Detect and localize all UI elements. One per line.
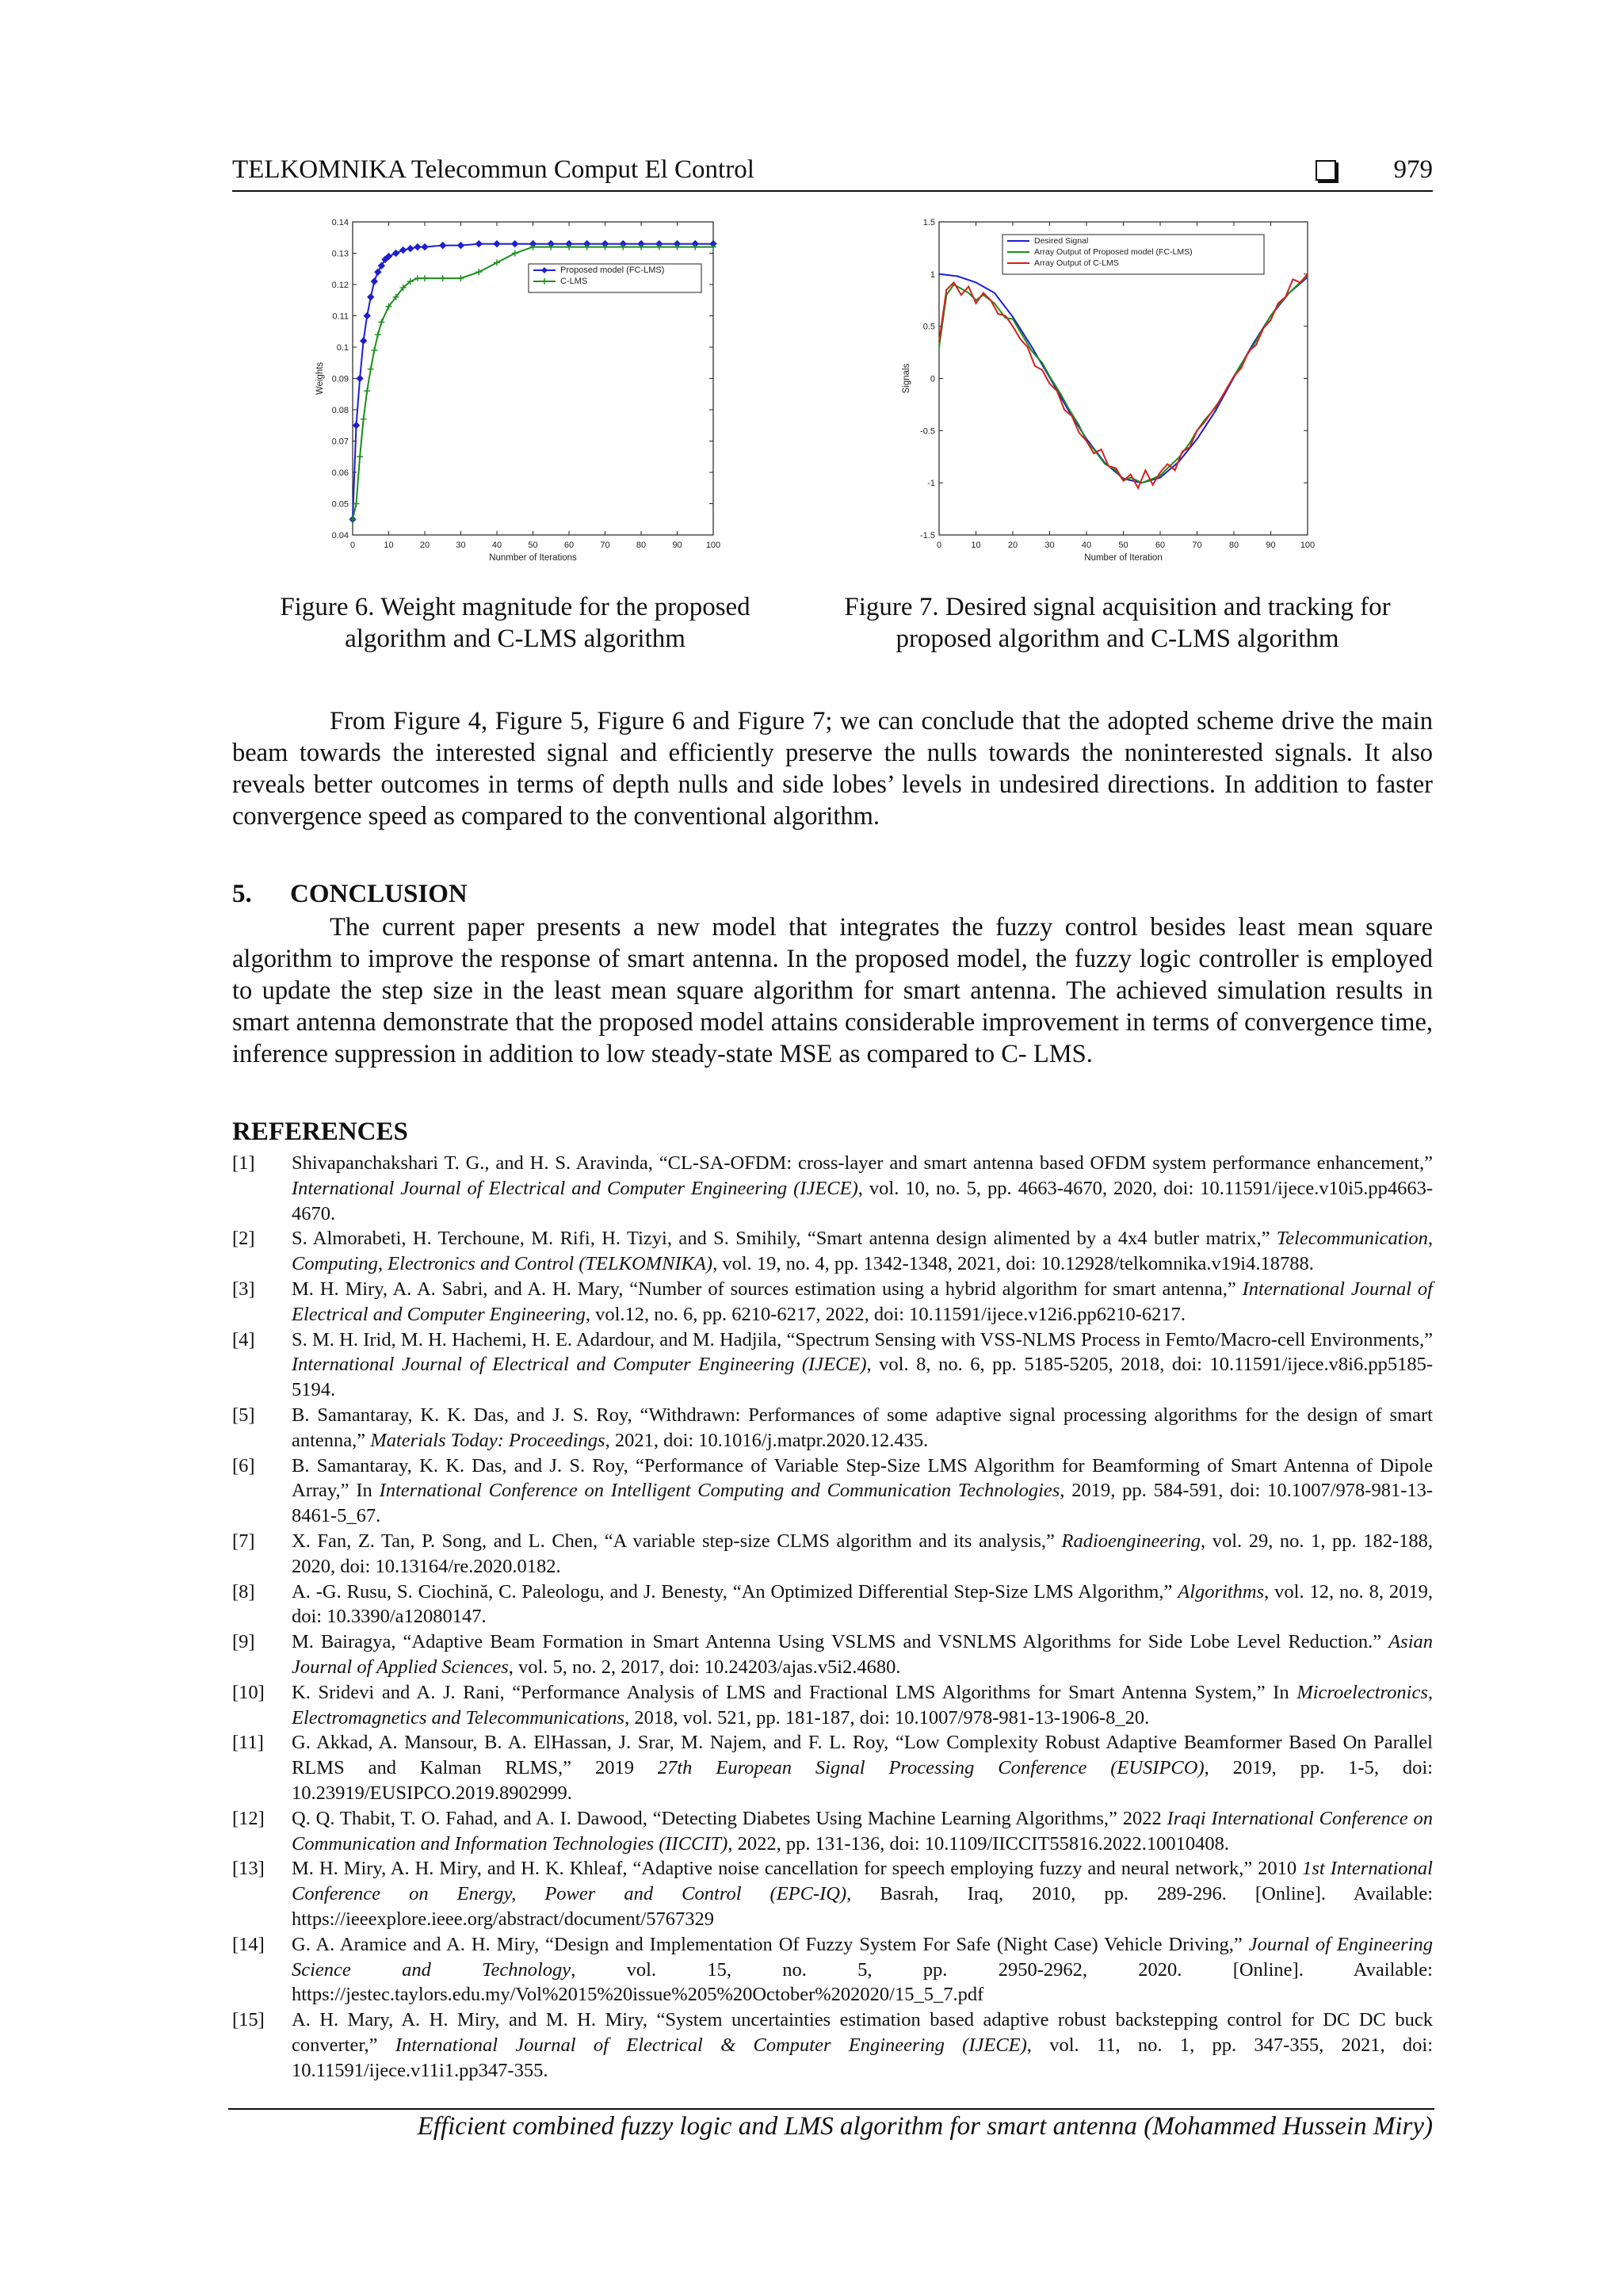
reference-authors-title: G. Akkad, A. Mansour, B. A. ElHassan, J. Srar, M. Najem, and F. L. Roy, “Low Complexity Robust Adaptive Beamformer Based On Parallel RLMS and Kalman RLMS,” 2019	[292, 1732, 1433, 1779]
x-axis-label: Number of Iteration	[1084, 553, 1163, 563]
y-tick-label: 0.06	[331, 468, 349, 478]
y-tick-label: 0.09	[331, 374, 349, 384]
reference-number: [2]	[232, 1228, 255, 1250]
y-tick-label: 1	[930, 269, 935, 280]
reference-details: , vol. 11, no. 1, pp. 347-355, 2021, doi: 10.11591/ijece.v11i1.pp347-355.	[292, 2034, 1434, 2081]
reference-number: [15]	[232, 2009, 265, 2031]
reference-venue: Algorithms	[1178, 1580, 1265, 1603]
y-tick-label: 0.05	[331, 499, 349, 510]
legend-label: Array Output of C-LMS	[1034, 258, 1119, 268]
reference-authors-title: M. Bairagya, “Adaptive Beam Formation in Smart Antenna Using VSLMS and VSNLMS Algorithms for Side Lobe Level Reduction.”	[292, 1631, 1389, 1653]
caption-line: proposed algorithm and C-LMS algorithm	[896, 625, 1339, 653]
x-tick-label: 60	[1155, 541, 1166, 550]
conclusion-paragraph: The current paper presents a new model that integrates the fuzzy control besides least mean square algorithm to improve the response of smart antenna. In the proposed model, the fuzzy logic controller is employed to update the step size in the least mean square algorithm for smart antenna. The achieved simulation results in smart antenna demonstrate that the proposed model attains considerable improvement in terms of convergence time, inference suppression in addition to low steady-state MSE as compared to C- LMS.	[232, 913, 1433, 1068]
reference-details: , 2021, doi: 10.1016/j.matpr.2020.12.435.	[605, 1429, 929, 1451]
y-tick-label: 0.11	[332, 311, 349, 322]
reference-authors-title: B. Samantaray, K. K. Das, and J. S. Roy, “Performance of Variable Step-Size LMS Algorithm for Beamforming of Smart Antenna of Dipole Array,” In	[292, 1454, 1433, 1502]
figure-6-chart	[313, 212, 725, 573]
reference-authors-title: Shivapanchakshari T. G., and H. S. Aravinda, “CL-SA-OFDM: cross-layer and smart antenna based OFDM system performance enhancement,”	[292, 1152, 1433, 1174]
x-tick-label: 90	[672, 541, 682, 550]
caption-line: algorithm and C-LMS algorithm	[345, 625, 685, 653]
reference-item	[232, 2008, 1433, 2083]
y-tick-label: 0.04	[331, 531, 349, 541]
figure-7-chart	[899, 212, 1331, 573]
reference-number: [9]	[232, 1631, 255, 1653]
reference-number: [6]	[232, 1454, 255, 1477]
reference-details: Basrah, Iraq, 2010, pp. 289-296. [Online]. Available: https://ieeexplore.ieee.org/abstract/document/5767329	[292, 1883, 1433, 1930]
x-tick-label: 30	[1044, 541, 1055, 550]
reference-details: , 2019, pp. 1-5, doi: 10.23919/EUSIPCO.2019.8902999.	[292, 1757, 1433, 1804]
reference-authors-title: B. Samantaray, K. K. Das, and J. S. Roy, “Withdrawn: Performances of some adaptive signal processing algorithms for the design of smart antenna,”	[292, 1404, 1433, 1451]
y-tick-label: 0.08	[331, 406, 349, 415]
reference-authors-title: K. Sridevi and A. J. Rani, “Performance Analysis of LMS and Fractional LMS Algorithms for Smart Antenna System,” In	[292, 1681, 1297, 1703]
reference-item	[232, 1403, 1433, 1454]
reference-item	[232, 1151, 1433, 1226]
reference-venue: International Journal of Electrical and Computer Engineering	[292, 1278, 1433, 1325]
x-tick-label: 70	[600, 541, 610, 550]
x-tick-label: 10	[384, 541, 394, 550]
y-tick-label: 0.5	[922, 322, 935, 332]
reference-authors-title: M. H. Miry, A. A. Sabri, and A. H. Mary, “Number of sources estimation using a hybrid algorithm for smart antenna,”	[292, 1278, 1243, 1300]
reference-item	[232, 1856, 1433, 1931]
reference-item	[232, 1226, 1433, 1277]
reference-details: , 2018, vol. 521, pp. 181-187, doi: 10.1007/978-981-13-1906-8_20.	[624, 1706, 1150, 1729]
reference-number: [4]	[232, 1328, 255, 1350]
reference-authors-title: X. Fan, Z. Tan, P. Song, and L. Chen, “A variable step-size CLMS algorithm and its analysis,”	[292, 1530, 1062, 1552]
reference-item	[232, 1277, 1433, 1328]
y-tick-label: -1.5	[920, 531, 935, 541]
reference-authors-title: S. Almorabeti, H. Terchoune, M. Rifi, H. Tizyi, and S. Smihily, “Smart antenna design alimented by a 4x4 butler matrix,”	[292, 1228, 1277, 1250]
reference-venue: International Journal of Electrical and Computer Engineering (IJECE)	[292, 1354, 867, 1376]
caption-line: Figure 7. Desired signal acquisition and tracking for	[844, 593, 1391, 621]
reference-authors-title: S. M. H. Irid, M. H. Hachemi, H. E. Adardour, and M. Hadjila, “Spectrum Sensing with VSS-NLMS Process in Femto/Macro-cell Environments,”	[292, 1328, 1433, 1350]
reference-venue: International Journal of Electrical & Computer Engineering (IJECE)	[395, 2034, 1027, 2056]
reference-item	[232, 1730, 1433, 1805]
footer-rule	[228, 2108, 1434, 2110]
y-tick-label: -0.5	[920, 426, 935, 437]
reference-details: , vol.12, no. 6, pp. 6210-6217, 2022, doi: 10.11591/ijece.v12i6.pp6210-6217.	[585, 1303, 1186, 1325]
reference-number: [12]	[232, 1807, 265, 1829]
reference-venue: International Journal of Electrical and Computer Engineering (IJECE)	[292, 1177, 858, 1199]
legend-label: C-LMS	[560, 277, 588, 286]
x-tick-label: 80	[636, 541, 647, 550]
reference-number: [5]	[232, 1404, 255, 1426]
reference-venue: Telecommunication, Computing, Electronics and Control (TELKOMNIKA)	[292, 1228, 1433, 1275]
x-tick-label: 70	[1192, 541, 1202, 550]
x-tick-label: 60	[563, 541, 575, 550]
y-axis-label: Signals	[902, 363, 911, 394]
journal-title: TELKOMNIKA Telecommun Comput El Control	[232, 155, 754, 184]
discussion-paragraph: From Figure 4, Figure 5, Figure 6 and Figure 7; we can conclude that the adopted scheme drive the main beam towards the interested signal and efficiently preserve the nulls towards the noninterested signals. It also reveals better outcomes in terms of depth nulls and side lobes’ levels in undesired directions. In addition to faster convergence speed as compared to the conventional algorithm.	[232, 707, 1433, 831]
x-tick-label: 40	[491, 541, 502, 550]
reference-details: , vol. 15, no. 5, pp. 2950-2962, 2020. [Online]. Available: https://jestec.taylors.edu.my/Vol%2015%20issue%205%20October%202020/15_5_7.pdf	[292, 1958, 1433, 2006]
reference-number: [8]	[232, 1580, 255, 1603]
reference-item	[232, 1806, 1433, 1857]
reference-item	[232, 1454, 1433, 1529]
y-tick-label: 0.07	[331, 437, 349, 447]
x-tick-label: 80	[1228, 541, 1239, 550]
reference-details: , vol. 10, no. 5, pp. 4663-4670, 2020, doi: 10.11591/ijece.v10i5.pp4663-4670.	[292, 1177, 1433, 1224]
reference-venue: Iraqi International Conference on Communication and Information Technologies (IICCIT)	[292, 1807, 1433, 1855]
reference-authors-title: A. -G. Rusu, S. Ciochină, C. Paleologu, and J. Benesty, “An Optimized Differential Step-Size LMS Algorithm,”	[292, 1580, 1178, 1603]
reference-details: , vol. 8, no. 6, pp. 5185-5205, 2018, doi: 10.11591/ijece.v8i6.pp5185-5194.	[292, 1354, 1433, 1401]
reference-details: , vol. 5, no. 2, 2017, doi: 10.24203/ajas.v5i2.4680.	[508, 1656, 901, 1678]
reference-number: [10]	[232, 1681, 265, 1703]
x-tick-label: 0	[349, 541, 356, 550]
reference-venue: Radioengineering	[1061, 1530, 1201, 1552]
y-tick-label: 0.12	[331, 281, 349, 290]
reference-authors-title: Q. Q. Thabit, T. O. Fahad, and A. I. Dawood, “Detecting Diabetes Using Machine Learning Algorithms,” 2022	[292, 1807, 1167, 1829]
reference-list	[232, 1151, 1433, 2083]
reference-venue: Microelectronics, Electromagnetics and Telecommunications	[292, 1681, 1433, 1729]
x-tick-label: 100	[705, 541, 721, 550]
x-tick-label: 100	[1300, 541, 1316, 550]
legend-label: Proposed model (FC-LMS)	[560, 266, 665, 275]
running-footer: Efficient combined fuzzy logic and LMS algorithm for smart antenna (Mohammed Hussein Miry)	[417, 2112, 1433, 2141]
header-rule	[232, 190, 1433, 192]
reference-number: [7]	[232, 1530, 255, 1552]
references-heading: REFERENCES	[232, 1117, 408, 1146]
reference-authors-title: A. H. Mary, A. H. Miry, and M. H. Miry, “System uncertainties estimation based adaptive robust backstepping control for DC DC buck converter,”	[292, 2009, 1433, 2056]
x-axis-label: Nunmber of Iterations	[489, 553, 577, 563]
reference-item	[232, 1629, 1433, 1680]
caption-line: Figure 6. Weight magnitude for the proposed	[280, 593, 750, 621]
y-tick-label: 0.13	[331, 249, 349, 259]
reference-item	[232, 1328, 1433, 1403]
reference-venue: 27th European Signal Processing Conference (EUSIPCO)	[657, 1757, 1205, 1779]
reference-details: , vol. 12, no. 8, 2019, doi: 10.3390/a12080147.	[292, 1580, 1433, 1628]
y-tick-label: -1	[927, 479, 935, 489]
section-heading	[232, 880, 468, 909]
figure-6-caption	[254, 591, 777, 655]
x-tick-label: 90	[1266, 541, 1276, 550]
reference-venue: International Conference on Intelligent Computing and Communication Technologies	[379, 1480, 1060, 1502]
y-axis-label: Weights	[315, 361, 325, 395]
reference-number: [3]	[232, 1278, 255, 1300]
reference-item	[232, 1680, 1433, 1731]
reference-number: [14]	[232, 1933, 265, 1955]
reference-item	[232, 1529, 1433, 1580]
legend-label: Desired Signal	[1034, 236, 1089, 246]
reference-details: , vol. 19, no. 4, pp. 1342-1348, 2021, doi: 10.12928/telkomnika.v19i4.18788.	[712, 1253, 1314, 1275]
reference-authors-title: G. A. Aramice and A. H. Miry, “Design and Implementation Of Fuzzy System For Safe (Night Case) Vehicle Driving,”	[292, 1933, 1249, 1955]
page-number: 979	[1393, 155, 1433, 184]
x-tick-label: 20	[419, 541, 430, 550]
reference-venue: 1st International Conference on Energy, Power and Control (EPC-IQ),	[292, 1858, 1433, 1905]
page-header	[232, 155, 1433, 190]
x-tick-label: 0	[936, 541, 942, 550]
reference-number: [13]	[232, 1858, 265, 1880]
reference-number: [11]	[232, 1732, 264, 1754]
x-tick-label: 20	[1007, 541, 1018, 550]
signals-chart-svg	[899, 212, 1331, 573]
weights-chart-svg	[313, 212, 725, 573]
reference-authors-title: M. H. Miry, A. H. Miry, and H. K. Khleaf, “Adaptive noise cancellation for speech employing fuzzy and neural network,” 2010	[292, 1858, 1303, 1880]
reference-number: [1]	[232, 1152, 255, 1174]
x-tick-label: 10	[971, 541, 981, 550]
reference-details: , vol. 29, no. 1, pp. 182-188, 2020, doi: 10.13164/re.2020.0182.	[292, 1530, 1433, 1577]
y-tick-label: 0.1	[336, 343, 349, 353]
reference-venue: Journal of Engineering Science and Technology	[292, 1933, 1434, 1981]
y-tick-label: 0	[930, 374, 935, 384]
section-title: CONCLUSION	[290, 880, 468, 908]
reference-venue: Asian Journal of Applied Sciences	[292, 1631, 1433, 1678]
square-bullet-icon	[1316, 160, 1336, 181]
figure-7-caption	[816, 591, 1419, 655]
y-tick-label: 1.5	[922, 218, 935, 227]
x-tick-label: 50	[528, 541, 538, 550]
reference-item	[232, 1580, 1433, 1630]
reference-item	[232, 1932, 1433, 2008]
section-number: 5.	[232, 880, 252, 908]
x-tick-label: 40	[1081, 541, 1092, 550]
legend-label: Array Output of Proposed model (FC-LMS)	[1034, 247, 1193, 257]
x-tick-label: 50	[1118, 541, 1128, 550]
reference-details: , 2022, pp. 131-136, doi: 10.1109/IICCIT55816.2022.10010408.	[727, 1832, 1230, 1855]
reference-venue: Materials Today: Proceedings	[370, 1429, 605, 1451]
y-tick-label: 0.14	[331, 218, 349, 227]
reference-details: , 2019, pp. 584-591, doi: 10.1007/978-981-13-8461-5_67.	[292, 1480, 1434, 1527]
x-tick-label: 30	[456, 541, 466, 550]
